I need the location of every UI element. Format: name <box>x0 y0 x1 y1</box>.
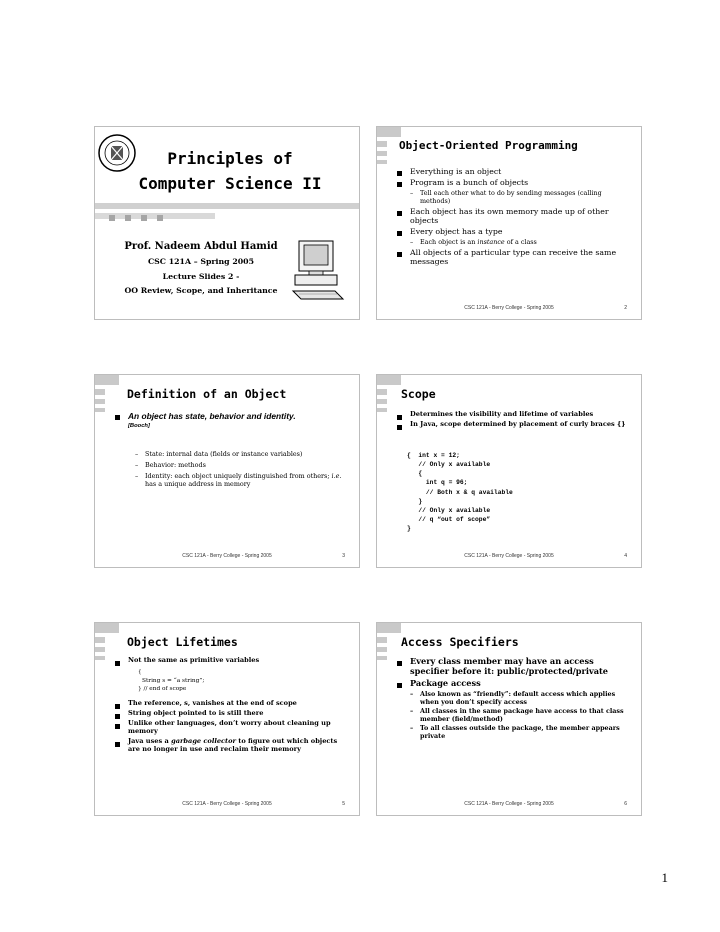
course-name: CSC 121A – Spring 2005 <box>147 257 255 266</box>
decor-bar <box>377 656 387 660</box>
decor-bar <box>377 399 387 404</box>
slide-title: Object-Oriented Programming <box>399 139 578 152</box>
decor-bar <box>377 151 387 156</box>
slide-3 <box>94 374 360 568</box>
decor-bar <box>377 375 401 385</box>
page-number: 1 <box>661 870 668 885</box>
decor-bar <box>377 408 387 412</box>
decor-bar <box>377 647 387 652</box>
decor-bar <box>377 623 401 633</box>
bullet: Everything is an object <box>397 167 631 176</box>
code-snippet: { String s = “a string”; } // end of scope <box>138 668 205 693</box>
divider-band <box>95 203 360 209</box>
slide-title: Access Specifiers <box>401 635 519 649</box>
bullet: Each object has its own memory made up of other objects <box>397 207 631 226</box>
slide-title: Scope <box>401 387 436 401</box>
slide-4 <box>376 374 642 568</box>
sub-list <box>135 450 345 489</box>
bullet: String object pointed to is still there <box>115 710 349 718</box>
slide-1 <box>94 126 360 320</box>
sub-bullet: – Tell each other what to do by sending messages (calling methods) <box>410 189 631 205</box>
decor-bar <box>95 637 105 643</box>
decor-bar <box>95 656 105 660</box>
bullet: Package access – Also known as “friendly”: default access which applies when you don’t specify access – All classes in the same package have access to that class member (field/method) – To all classes outside the package, the member appears private <box>397 679 631 740</box>
decor-bar <box>377 160 387 164</box>
bullet: Java uses a garbage collector to figure out which objects are no longer in use and reclaim their memory <box>115 738 349 754</box>
slide-6 <box>376 622 642 816</box>
slide-number: 5 <box>342 801 345 807</box>
citation: [Booch] <box>128 423 150 430</box>
bullet: Every class member may have an access specifier before it: public/protected/private <box>397 657 631 677</box>
divider-square <box>125 215 131 221</box>
bullet: All objects of a particular type can receive the same messages <box>397 248 631 267</box>
slide-5 <box>94 622 360 816</box>
slide-title: Object Lifetimes <box>127 635 238 649</box>
slide-footer: CSC 121A - Berry College - Spring 2005 <box>464 801 554 807</box>
bullet-list <box>397 411 631 431</box>
sub-bullet: – Each object is an instance of a class <box>410 238 631 246</box>
sub-bullet: – Also known as “friendly”: default access which applies when you don’t specify access <box>410 690 631 706</box>
bullet: Unlike other languages, don’t worry about cleaning up memory <box>115 720 349 736</box>
decor-bar <box>95 399 105 404</box>
slide-number: 2 <box>624 305 627 311</box>
slide-footer: CSC 121A - Berry College - Spring 2005 <box>182 553 272 559</box>
slide-number: 6 <box>624 801 627 807</box>
bullet-list <box>115 411 349 432</box>
slide-number: 3 <box>342 553 345 559</box>
bullet: In Java, scope determined by placement of curly braces {} <box>397 421 631 429</box>
bullet-list <box>397 657 631 742</box>
bullet: The reference, s, vanishes at the end of scope <box>115 700 349 708</box>
slide-footer: CSC 121A - Berry College - Spring 2005 <box>464 553 554 559</box>
bullet-list <box>115 657 349 755</box>
sub-list <box>410 690 631 740</box>
bullet-list <box>397 167 631 268</box>
sub-bullet: – Identity: each object uniquely distinguished from others; i.e. has a unique address in memory <box>135 472 345 488</box>
bullet: Every object has a type – Each object is an instance of a class <box>397 227 631 245</box>
sub-bullet: – To all classes outside the package, the member appears private <box>410 724 631 740</box>
bullet: Program is a bunch of objects – Tell each other what to do by sending messages (calling methods) <box>397 178 631 204</box>
decor-bar <box>95 647 105 652</box>
decor-bar <box>95 408 105 412</box>
author-block <box>115 241 287 295</box>
slide-title: Principles of Computer Science II <box>138 149 322 193</box>
decor-bar <box>377 389 387 395</box>
slide-number: 4 <box>624 553 627 559</box>
sub-bullet: – Behavior: methods <box>135 461 345 469</box>
slide-2 <box>376 126 642 320</box>
divider-square <box>141 215 147 221</box>
decor-bar <box>377 141 387 147</box>
slide-footer: CSC 121A - Berry College - Spring 2005 <box>464 305 554 311</box>
slide-footer: CSC 121A - Berry College - Spring 2005 <box>182 801 272 807</box>
decor-bar <box>377 127 401 137</box>
bullet: An object has state, behavior and identity. [Booch] <box>115 411 349 430</box>
author-name: Prof. Nadeem Abdul Hamid <box>124 241 278 252</box>
sub-bullet: – All classes in the same package have access to that class member (field/method) <box>410 707 631 723</box>
divider-square <box>109 215 115 221</box>
code-block: { int x = 12; // Only x available { int q = 96; // Both x & q available } // Only x available // q “out of scope” } <box>407 452 513 532</box>
decor-bar <box>95 623 119 633</box>
decor-bar <box>95 389 105 395</box>
lecture-topic: OO Review, Scope, and Inheritance <box>124 286 278 295</box>
slide-title: Definition of an Object <box>127 387 287 401</box>
sub-bullet: – State: internal data (fields or instance variables) <box>135 450 345 458</box>
bullet: Not the same as primitive variables { String s = “a string”; } // end of scope <box>115 657 349 694</box>
lecture-label: Lecture Slides 2 - <box>162 272 240 281</box>
decor-bar <box>377 637 387 643</box>
bullet: Determines the visibility and lifetime of variables <box>397 411 631 419</box>
divider-square <box>157 215 163 221</box>
decor-bar <box>95 375 119 385</box>
computer-icon <box>291 239 347 301</box>
